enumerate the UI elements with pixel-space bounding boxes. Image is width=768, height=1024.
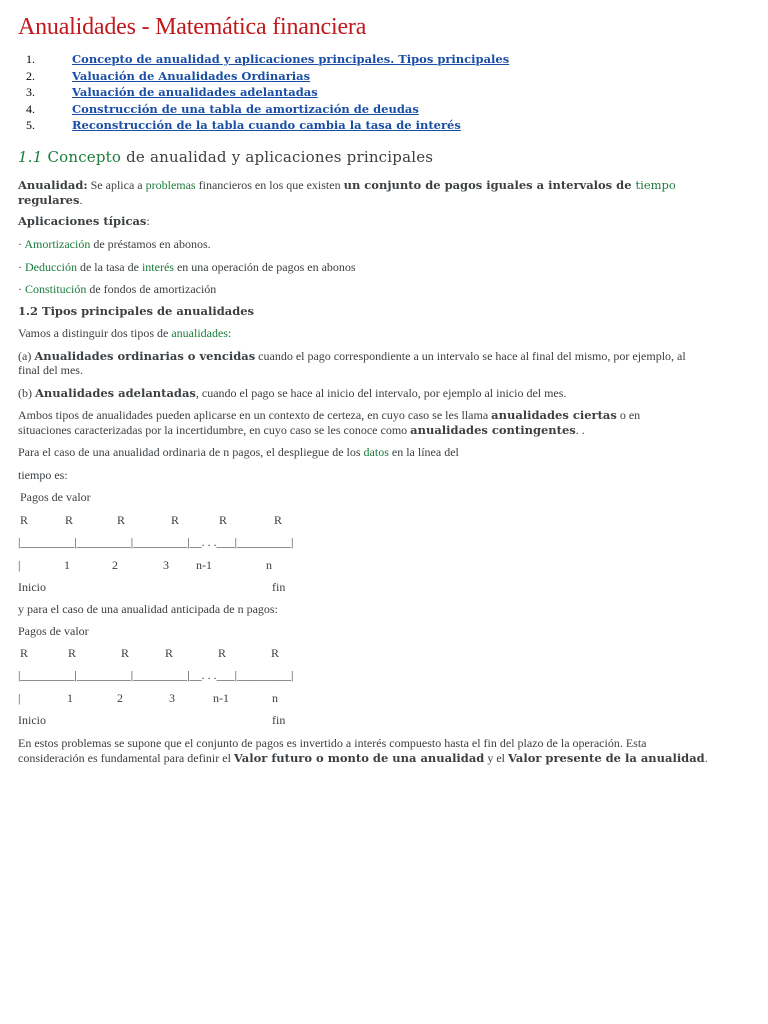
paragraph-ordinaria-n-pagos <box>18 445 459 460</box>
term-adelantadas: Anualidades adelantadas <box>35 386 196 400</box>
timeline-end: fin <box>272 713 286 727</box>
application-item <box>18 237 211 252</box>
application-item <box>18 282 216 297</box>
applications-title: Aplicaciones típicas <box>18 214 147 228</box>
timeline-tick: 3 <box>163 558 169 572</box>
bullet: · <box>18 260 25 274</box>
timeline-tick: 1 <box>64 558 70 572</box>
section-heading-text: de anualidad y aplicaciones principales <box>121 147 434 166</box>
timeline-tick: n-1 <box>213 691 229 705</box>
link-anualidades[interactable]: anualidades <box>171 326 228 340</box>
timeline-tick: n-1 <box>196 558 212 572</box>
section-heading-tipos <box>18 304 254 319</box>
applications-colon: : <box>146 214 150 228</box>
timeline-end: fin <box>272 580 286 594</box>
paragraph-text: o en <box>616 408 641 422</box>
term-valor-presente: Valor presente de la anualidad <box>508 751 705 765</box>
application-text: de la tasa de <box>76 260 142 274</box>
timeline-start: Inicio <box>18 580 46 594</box>
paragraph-text: (a) <box>18 349 35 363</box>
definition-paragraph-line2 <box>18 193 82 208</box>
link-tiempo[interactable]: tiempo <box>635 178 676 192</box>
paragraph-text: . . <box>575 423 585 437</box>
toc-link-valuacion-adelantadas[interactable]: Valuación de anualidades adelantadas <box>72 85 318 99</box>
table-of-contents <box>18 51 758 134</box>
term-ordinarias: Anualidades ordinarias o vencidas <box>34 349 256 363</box>
section-keyword-link[interactable]: Concepto <box>47 147 122 166</box>
application-text: de fondos de amortización <box>86 282 217 296</box>
toc-item <box>18 68 758 85</box>
timeline-tick: | <box>18 691 21 705</box>
toc-item <box>18 117 758 134</box>
timeline-payment: R <box>274 513 283 527</box>
toc-link-concepto[interactable]: Concepto de anualidad y aplicaciones principales. Tipos principales <box>72 52 510 66</box>
timeline-tick: 2 <box>112 558 118 572</box>
paragraph-text: Para el caso de una anualidad ordinaria de n pagos, el despliegue de los <box>18 445 364 459</box>
paragraph-closing <box>18 736 646 751</box>
bullet: · <box>18 237 25 251</box>
timeline-start: Inicio <box>18 713 46 727</box>
paragraph-text: Vamos a distinguir dos tipos de <box>18 326 172 340</box>
application-text: de préstamos en abonos. <box>90 237 211 251</box>
paragraph-ambos-line2 <box>18 423 585 438</box>
section-number: 1.1 <box>18 147 43 166</box>
section-heading-text: 1.2 Tipos principales de anualidades <box>18 304 255 318</box>
paragraph-text: Ambos tipos de anualidades pueden aplicarse en un contexto de certeza, en cuyo caso se les llama <box>18 408 492 422</box>
applications-heading <box>18 214 150 229</box>
paragraph-text: , cuando el pago se hace al inicio del intervalo, por ejemplo al inicio del mes. <box>195 386 567 400</box>
paragraph-anticipada <box>18 602 278 617</box>
paragraph-text: final del mes. <box>18 363 83 377</box>
toc-number: 4. <box>26 101 35 116</box>
timeline-tick: 1 <box>67 691 73 705</box>
paragraph-text: : <box>227 326 232 340</box>
paragraph-text: (b) <box>18 386 35 400</box>
definition-bold: regulares <box>18 193 80 207</box>
timeline-payment: R <box>121 646 130 660</box>
paragraph-text: tiempo es: <box>18 468 68 482</box>
toc-number: 3. <box>26 85 35 99</box>
link-deduccion[interactable]: Deducción <box>25 260 77 274</box>
application-item <box>18 260 356 275</box>
timeline-payment: R <box>20 513 29 527</box>
paragraph-closing-line2 <box>18 751 708 766</box>
toc-number: 5. <box>26 118 35 132</box>
link-interes[interactable]: interés <box>141 260 174 274</box>
toc-item <box>18 51 758 68</box>
paragraph-text: . <box>704 751 708 765</box>
paragraph-text: consideración es fundamental para definir el <box>18 751 234 765</box>
definition-end: . <box>79 193 83 207</box>
definition-colon: : <box>83 178 88 192</box>
link-constitucion[interactable]: Constitución <box>25 282 87 296</box>
timeline-payment: R <box>117 513 126 527</box>
paragraph-intro <box>18 326 231 341</box>
link-datos[interactable]: datos <box>363 445 389 459</box>
paragraph-text: y el <box>484 751 509 765</box>
timeline-label: Pagos de valor <box>20 490 91 504</box>
timeline-tick: | <box>18 558 21 572</box>
definition-bold: un conjunto de pagos iguales a intervalos de <box>343 178 636 192</box>
timeline-payment: R <box>68 646 77 660</box>
toc-item <box>18 84 758 101</box>
timeline-payment: R <box>20 646 29 660</box>
link-problemas[interactable]: problemas <box>145 178 196 192</box>
timeline-payment: R <box>219 513 228 527</box>
timeline-payment: R <box>165 646 174 660</box>
term-valor-futuro: Valor futuro o monto de una anualidad <box>233 751 485 765</box>
timeline-tick: n <box>266 558 272 572</box>
paragraph-adelantadas <box>18 386 566 401</box>
timeline-payment: R <box>271 646 280 660</box>
page-title: Anualidades - Matemática financiera <box>18 14 367 40</box>
paragraph-ordinarias <box>18 349 686 364</box>
definition-text: Se aplica a <box>87 178 146 192</box>
definition-term: Anualidad <box>18 178 84 192</box>
term-ciertas: anualidades ciertas <box>491 408 617 422</box>
application-text: en una operación de pagos en abonos <box>173 260 356 274</box>
bullet: · <box>18 282 25 296</box>
timeline-payment: R <box>171 513 180 527</box>
timeline-line: |_________|_________|_________|__. . .___|_________| <box>18 535 294 549</box>
toc-link-reconstruccion-tabla[interactable]: Reconstrucción de la tabla cuando cambia la tasa de interés <box>72 118 461 132</box>
timeline-line: |_________|_________|_________|__. . .___|_________| <box>18 668 294 682</box>
section-heading-concepto <box>18 148 758 166</box>
paragraph-text: En estos problemas se supone que el conjunto de pagos es invertido a interés compuesto hasta el fin del plazo de la operación. Esta <box>18 736 647 750</box>
term-contingentes: anualidades contingentes <box>410 423 576 437</box>
toc-number: 1. <box>26 52 35 66</box>
toc-number: 2. <box>26 68 35 83</box>
timeline-payment: R <box>218 646 227 660</box>
paragraph-text: y para el caso de una anualidad anticipada de n pagos: <box>18 602 278 616</box>
paragraph-text: en la línea del <box>388 445 459 459</box>
toc-link-tabla-amortizacion[interactable]: Construcción de una tabla de amortización de deudas <box>72 101 419 116</box>
definition-text: financieros en los que existen <box>195 178 344 192</box>
timeline-tick: 3 <box>169 691 175 705</box>
paragraph-ordinaria-line2 <box>18 468 68 483</box>
paragraph-text: cuando el pago correspondiente a un intervalo se hace al final del mismo, por ejemplo, al <box>255 349 686 363</box>
paragraph-text: situaciones caracterizadas por la incertidumbre, en cuyo caso se les conoce como <box>18 423 411 437</box>
timeline-payment: R <box>65 513 74 527</box>
paragraph-ordinarias-line2 <box>18 363 83 378</box>
definition-paragraph <box>18 178 676 193</box>
toc-link-valuacion-ordinarias[interactable]: Valuación de Anualidades Ordinarias <box>72 68 311 83</box>
timeline-label: Pagos de valor <box>18 624 89 638</box>
timeline-tick: 2 <box>117 691 123 705</box>
article <box>18 14 758 166</box>
link-amortizacion[interactable]: Amortización <box>24 237 91 251</box>
timeline-tick: n <box>272 691 278 705</box>
toc-item <box>18 101 758 118</box>
paragraph-ambos <box>18 408 640 423</box>
